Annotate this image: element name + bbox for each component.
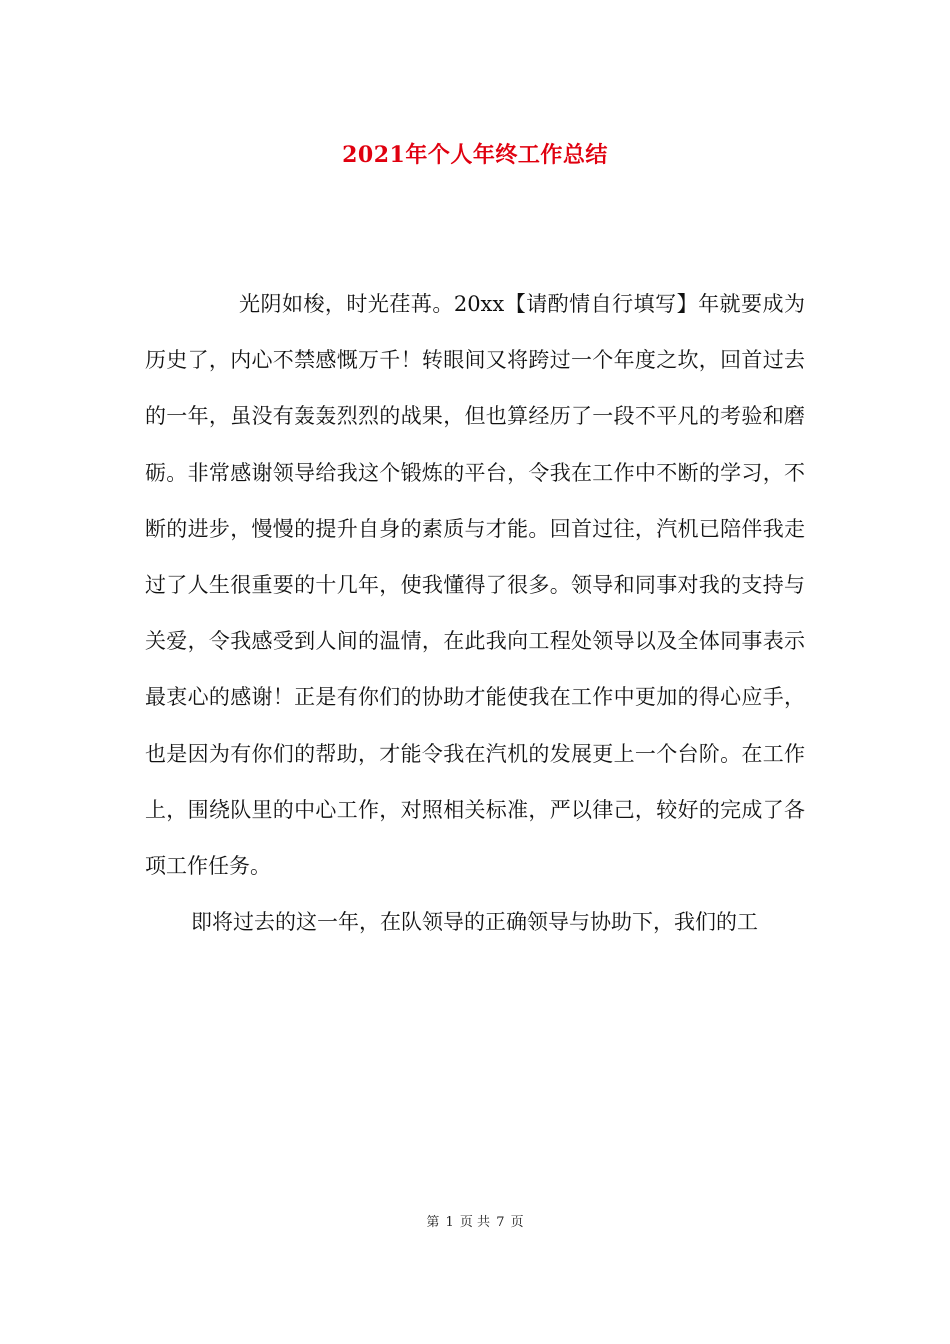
page-label-prefix: 第	[426, 1215, 440, 1230]
current-page-number: 1	[445, 1215, 454, 1230]
total-pages-number: 7	[496, 1215, 505, 1230]
document-title: 2021年个人年终工作总结	[342, 142, 608, 168]
page-label-suffix: 页	[510, 1215, 524, 1230]
page-label-middle: 页 共	[459, 1215, 491, 1230]
paragraph: 即将过去的这一年，在队领导的正确领导与协助下，我们的工	[191, 910, 758, 935]
document-body	[145, 276, 805, 950]
paragraph: 光阴如梭，时光荏苒。20xx【请酌情自行填写】年就要成为历史了，内心不禁感慨万千！转眼间又将跨过一个年度之坎，回首过去的一年，虽没有轰轰烈烈的战果，但也算经历了一段不平凡的考验和磨砺。非常感谢领导给我这个锻炼的平台，令我在工作中不断的学习，不断的进步，慢慢的提升自身的素质与才能。回首过往，汽机已陪伴我走过了人生很重要的十几年，使我懂得了很多。领导和同事对我的支持与关爱，令我感受到人间的温情，在此我向工程处领导以及全体同事表示最衷心的感谢！正是有你们的协助才能使我在工作中更加的得心应手，也是因为有你们的帮助，才能令我在汽机的发展更上一个台阶。在工作上，围绕队里的中心工作，对照相关标准，严以律己，较好的完成了各项工作任务。	[145, 292, 805, 879]
page-footer	[0, 1211, 950, 1230]
